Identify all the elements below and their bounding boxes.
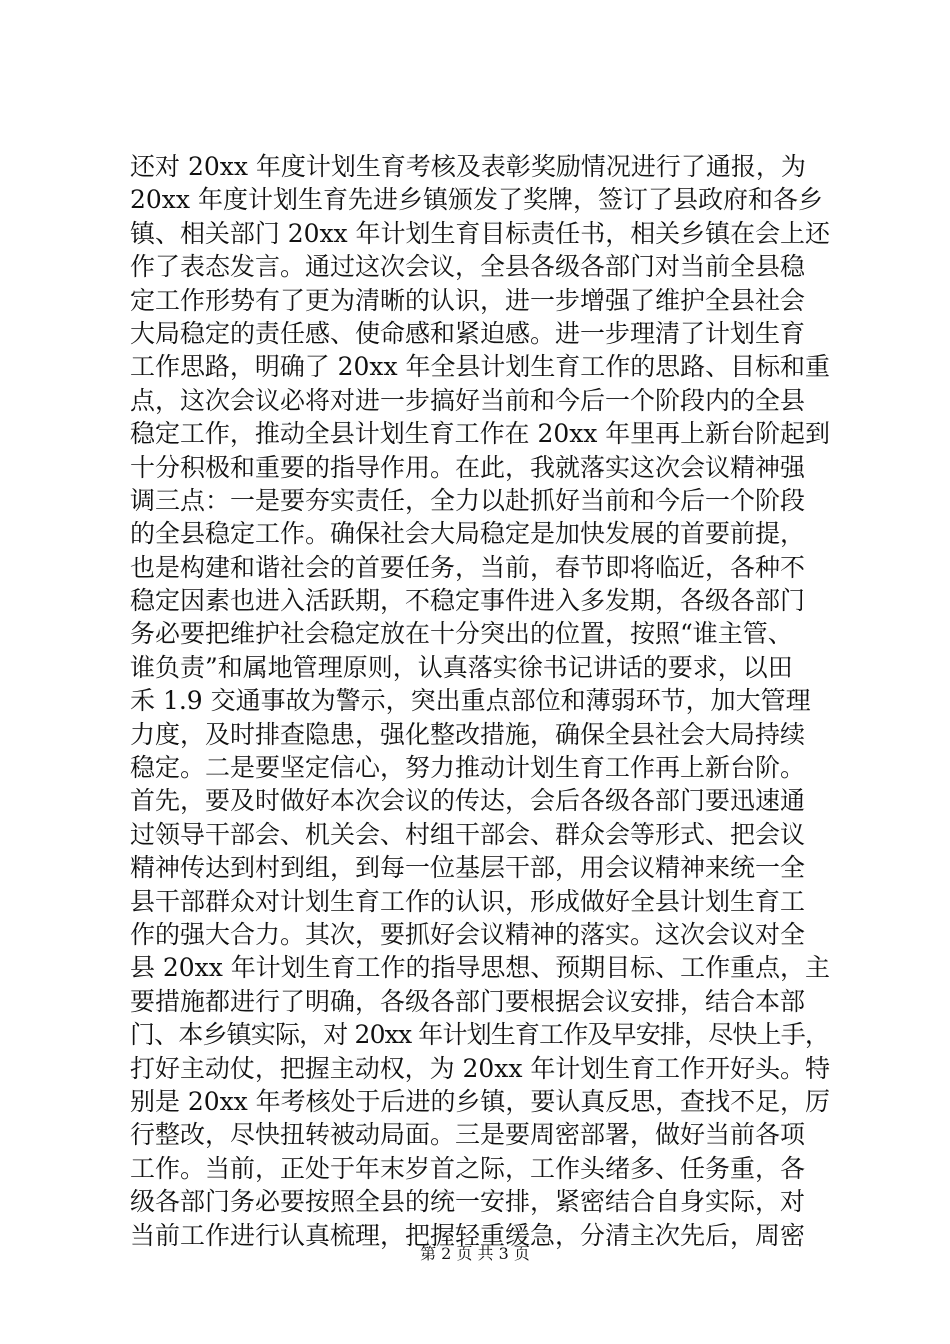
text-line: 级各部门务必要按照全县的统一安排，紧密结合自身实际，对 (130, 1187, 806, 1217)
text-line: 县 20xx 年计划生育工作的指导思想、预期目标、工作重点，主 (130, 953, 830, 983)
text-line: 县干部群众对计划生育工作的认识，形成做好全县计划生育工 (130, 886, 806, 916)
text-line: 大局稳定的责任感、使命感和紧迫感。进一步理清了计划生育 (130, 318, 806, 348)
text-line: 点，这次会议必将对进一步搞好当前和今后一个阶段内的全县 (130, 385, 806, 415)
body-paragraph (130, 150, 830, 1252)
text-line: 镇、相关部门 20xx 年计划生育目标责任书，相关乡镇在会上还 (130, 218, 830, 248)
text-line: 也是构建和谐社会的首要任务，当前，春节即将临近，各种不 (130, 552, 806, 582)
text-line: 稳定。二是要坚定信心，努力推动计划生育工作再上新台阶。 (130, 753, 806, 783)
text-line: 力度，及时排查隐患，强化整改措施，确保全县社会大局持续 (130, 719, 806, 749)
text-line: 作了表态发言。通过这次会议，全县各级各部门对当前全县稳 (130, 252, 806, 282)
text-line: 打好主动仗，把握主动权，为 20xx 年计划生育工作开好头。特 (130, 1053, 830, 1083)
text-line: 门、本乡镇实际，对 20xx 年计划生育工作及早安排，尽快上手， (130, 1020, 830, 1050)
text-line: 的全县稳定工作。确保社会大局稳定是加快发展的首要前提， (130, 519, 806, 549)
text-line: 定工作形势有了更为清晰的认识，进一步增强了维护全县社会 (130, 285, 806, 315)
text-line: 要措施都进行了明确，各级各部门要根据会议安排，结合本部 (130, 986, 806, 1016)
text-line: 工作。当前，正处于年末岁首之际，工作头绪多、任务重，各 (130, 1153, 806, 1183)
text-line: 务必要把维护社会稳定放在十分突出的位置，按照“谁主管、 (130, 619, 793, 649)
text-line: 谁负责”和属地管理原则，认真落实徐书记讲话的要求，以田 (130, 652, 793, 682)
page-number: 第 2 页 共 3 页 (420, 1244, 530, 1263)
text-line: 调三点：一是要夯实责任，全力以赴抓好当前和今后一个阶段 (130, 485, 806, 515)
text-line: 还对 20xx 年度计划生育考核及表彰奖励情况进行了通报，为 (130, 152, 806, 181)
text-line: 工作思路，明确了 20xx 年全县计划生育工作的思路、目标和重 (130, 352, 830, 382)
text-line: 精神传达到村到组，到每一位基层干部，用会议精神来统一全 (130, 853, 806, 883)
text-line: 过领导干部会、机关会、村组干部会、群众会等形式、把会议 (130, 819, 806, 849)
text-line: 当前工作进行认真梳理，把握轻重缓急，分清主次先后，周密 (130, 1220, 806, 1250)
text-line: 20xx 年度计划生育先进乡镇颁发了奖牌，签订了县政府和各乡 (130, 185, 823, 215)
text-line: 稳定因素也进入活跃期，不稳定事件进入多发期，各级各部门 (130, 586, 806, 616)
page-footer (0, 1244, 950, 1264)
text-line: 首先，要及时做好本次会议的传达，会后各级各部门要迅速通 (130, 786, 806, 816)
text-line: 作的强大合力。其次，要抓好会议精神的落实。这次会议对全 (130, 919, 806, 949)
text-line: 行整改，尽快扭转被动局面。三是要周密部署，做好当前各项 (130, 1120, 806, 1150)
text-line: 禾 1.9 交通事故为警示，突出重点部位和薄弱环节，加大管理 (130, 686, 811, 716)
text-line: 稳定工作，推动全县计划生育工作在 20xx 年里再上新台阶起到 (130, 419, 830, 449)
text-line: 十分积极和重要的指导作用。在此，我就落实这次会议精神强 (130, 452, 806, 482)
text-line: 别是 20xx 年考核处于后进的乡镇，要认真反思，查找不足，厉 (130, 1086, 830, 1116)
